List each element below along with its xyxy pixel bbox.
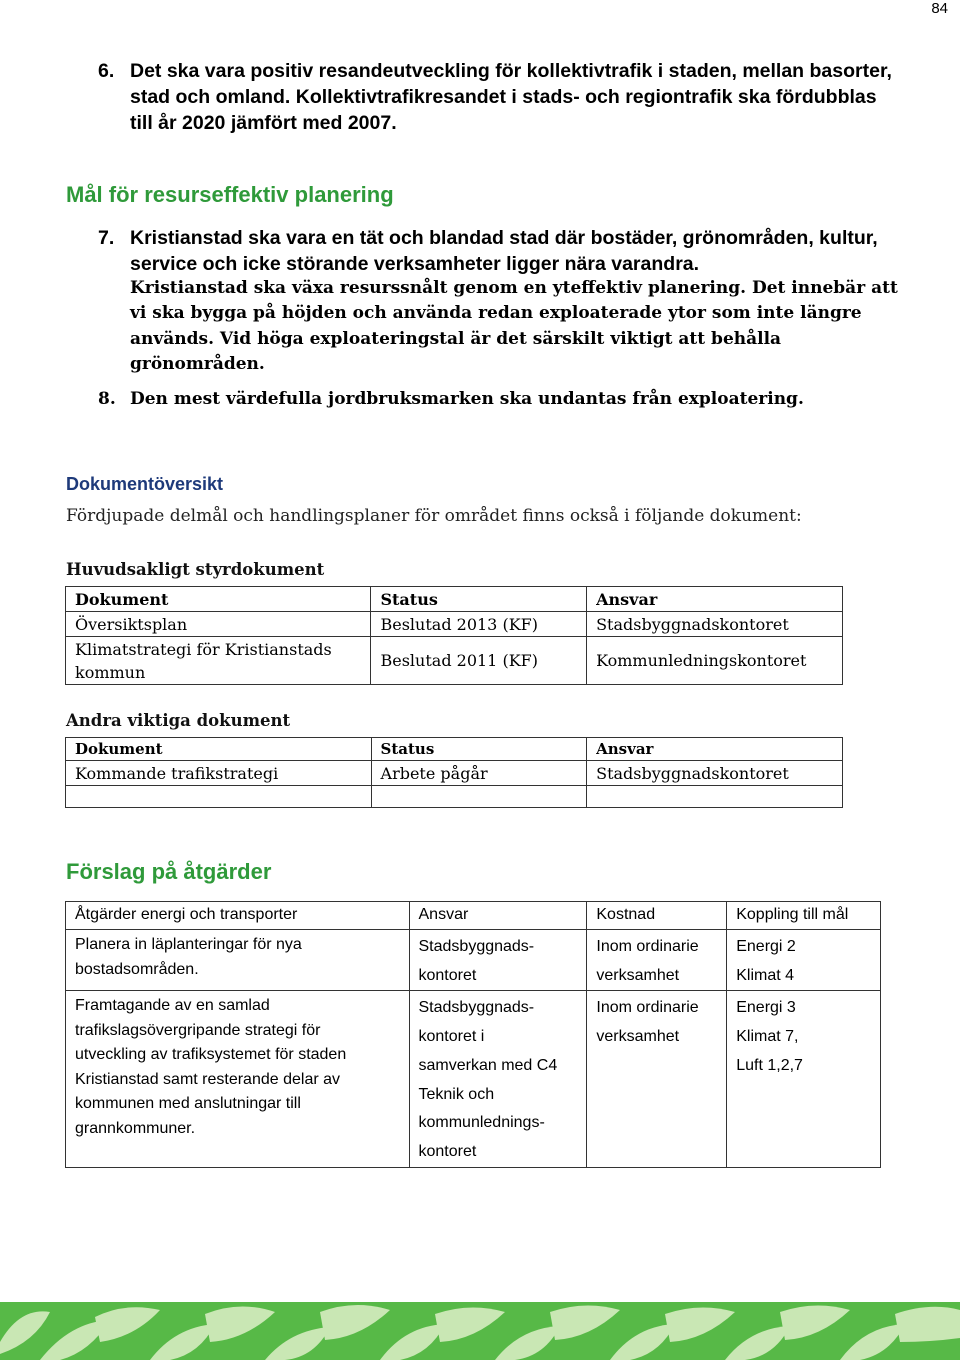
cell-koppling xyxy=(727,991,881,1167)
line: Klimat 7, xyxy=(736,1028,799,1046)
forslag-heading: Förslag på åtgärder xyxy=(66,859,272,884)
line: bostadsområden. xyxy=(75,960,199,978)
goal-6-number: 6. xyxy=(98,60,115,82)
table-andra-viktiga-dokument xyxy=(65,737,843,808)
line: Kristianstad samt resterande delar av xyxy=(75,1070,341,1088)
line: utveckling av trafiksystemet för staden xyxy=(75,1046,347,1064)
line: kontoret xyxy=(418,1142,477,1160)
cell-empty xyxy=(371,786,587,808)
line: Stadsbyggnads- xyxy=(418,938,535,955)
cell-dokument: Kommande trafikstrategi xyxy=(66,761,372,786)
line: trafikslagsövergripande strategi för xyxy=(75,1021,321,1039)
cell-ansvar xyxy=(409,991,587,1167)
goal-7-number: 7. xyxy=(98,227,115,249)
table-huvudsakligt-styrdokument xyxy=(65,586,843,685)
goal-8-number: 8. xyxy=(98,389,116,409)
header-dokument: Dokument xyxy=(66,738,372,761)
header-ansvar: Ansvar xyxy=(587,587,843,612)
table-forslag-atgarder xyxy=(65,901,881,1168)
goal-7-text-part1: Kristianstad ska vara en tät och blandad stad där bostäder, grönområden, kultur, service och icke störande verksamheter ligger nära varandra. xyxy=(130,227,878,275)
line: Energi 3 xyxy=(736,999,796,1017)
line: verksamhet xyxy=(596,1028,680,1046)
cell-dokument: Översiktsplan xyxy=(66,612,371,637)
decorative-leaf-band xyxy=(0,1302,960,1360)
cell-status: Beslutad 2013 (KF) xyxy=(371,612,587,637)
line: samverkan med C4 xyxy=(418,1056,558,1074)
section-heading-resurseffektiv: Mål för resurseffektiv planering xyxy=(66,182,394,207)
line: Planera in läplanteringar för nya xyxy=(75,936,302,953)
dokumentoversikt-heading: Dokumentöversikt xyxy=(66,474,224,494)
header-status: Status xyxy=(371,738,587,761)
line: Luft 1,2,7 xyxy=(736,1056,803,1074)
line: grannkommuner. xyxy=(75,1119,196,1137)
goal-7-text-part2: Kristianstad ska växa resurssnålt genom en yteffektiv planering. Det innebär att vi ska bygga på höjden och använda redan exploaterade ytor som inte längre används. Vid höga exploateringstal är det särskilt viktigt att behålla grönområden. xyxy=(130,278,898,375)
line: Stadsbyggnads- xyxy=(418,999,535,1017)
table-row xyxy=(66,612,843,637)
goal-6 xyxy=(98,58,898,136)
cell-dokument: Klimatstrategi för Kristianstads kommun xyxy=(66,637,371,685)
dokumentoversikt-intro: Fördjupade delmål och handlingsplaner för området finns också i följande dokument: xyxy=(66,506,802,526)
header-dokument: Dokument xyxy=(66,587,371,612)
cell-status: Arbete pågår xyxy=(371,761,587,786)
cell-kostnad xyxy=(587,991,727,1167)
line: Teknik och xyxy=(418,1085,495,1103)
header-ansvar: Ansvar xyxy=(409,902,587,930)
cell-kostnad xyxy=(587,930,727,991)
header-atgarder: Åtgärder energi och transporter xyxy=(66,902,410,930)
header-status: Status xyxy=(371,587,587,612)
table-row-empty xyxy=(66,786,843,808)
table-header-row xyxy=(66,587,843,612)
andra-viktiga-heading: Andra viktiga dokument xyxy=(66,711,291,730)
cell-empty xyxy=(66,786,372,808)
goal-8 xyxy=(98,387,898,412)
goal-8-text: Den mest värdefulla jordbruksmarken ska undantas från exploatering. xyxy=(130,389,804,409)
table-row xyxy=(66,930,881,991)
table-row xyxy=(66,637,843,685)
cell-ansvar: Kommunledningskontoret xyxy=(587,637,843,685)
cell-empty xyxy=(587,786,843,808)
cell-status: Beslutad 2011 (KF) xyxy=(371,637,587,685)
table-row xyxy=(66,991,881,1167)
page-number: 84 xyxy=(931,0,948,17)
header-kostnad: Kostnad xyxy=(587,902,727,930)
line: kommunlednings- xyxy=(418,1114,545,1132)
line: kontoret i xyxy=(418,1028,485,1046)
header-koppling: Koppling till mål xyxy=(727,902,881,930)
cell-atgard xyxy=(66,991,410,1167)
header-ansvar: Ansvar xyxy=(587,738,843,761)
line: Inom ordinarie xyxy=(596,938,699,955)
line: kommunen med anslutningar till xyxy=(75,1095,301,1113)
line: verksamhet xyxy=(596,966,680,984)
cell-atgard xyxy=(66,930,410,991)
huvudsakligt-heading: Huvudsakligt styrdokument xyxy=(66,560,325,579)
line: Energi 2 xyxy=(736,938,796,955)
table-header-row xyxy=(66,738,843,761)
line: Framtagande av en samlad xyxy=(75,997,270,1015)
cell-ansvar: Stadsbyggnadskontoret xyxy=(587,761,843,786)
cell-ansvar: Stadsbyggnadskontoret xyxy=(587,612,843,637)
cell-koppling xyxy=(727,930,881,991)
line: Inom ordinarie xyxy=(596,999,699,1017)
goal-6-text: Det ska vara positiv resandeutveckling för kollektivtrafik i staden, mellan basorter, stad och omland. Kollektivtrafikresandet i stads- och regiontrafik ska fördubblas till år 2020 jämfört med 2007. xyxy=(130,60,892,134)
line: kontoret xyxy=(418,966,477,984)
line: Klimat 4 xyxy=(736,966,795,984)
table-row xyxy=(66,761,843,786)
goal-7-part2 xyxy=(98,276,898,378)
cell-ansvar xyxy=(409,930,587,991)
table-header-row xyxy=(66,902,881,930)
goal-7 xyxy=(98,225,898,277)
